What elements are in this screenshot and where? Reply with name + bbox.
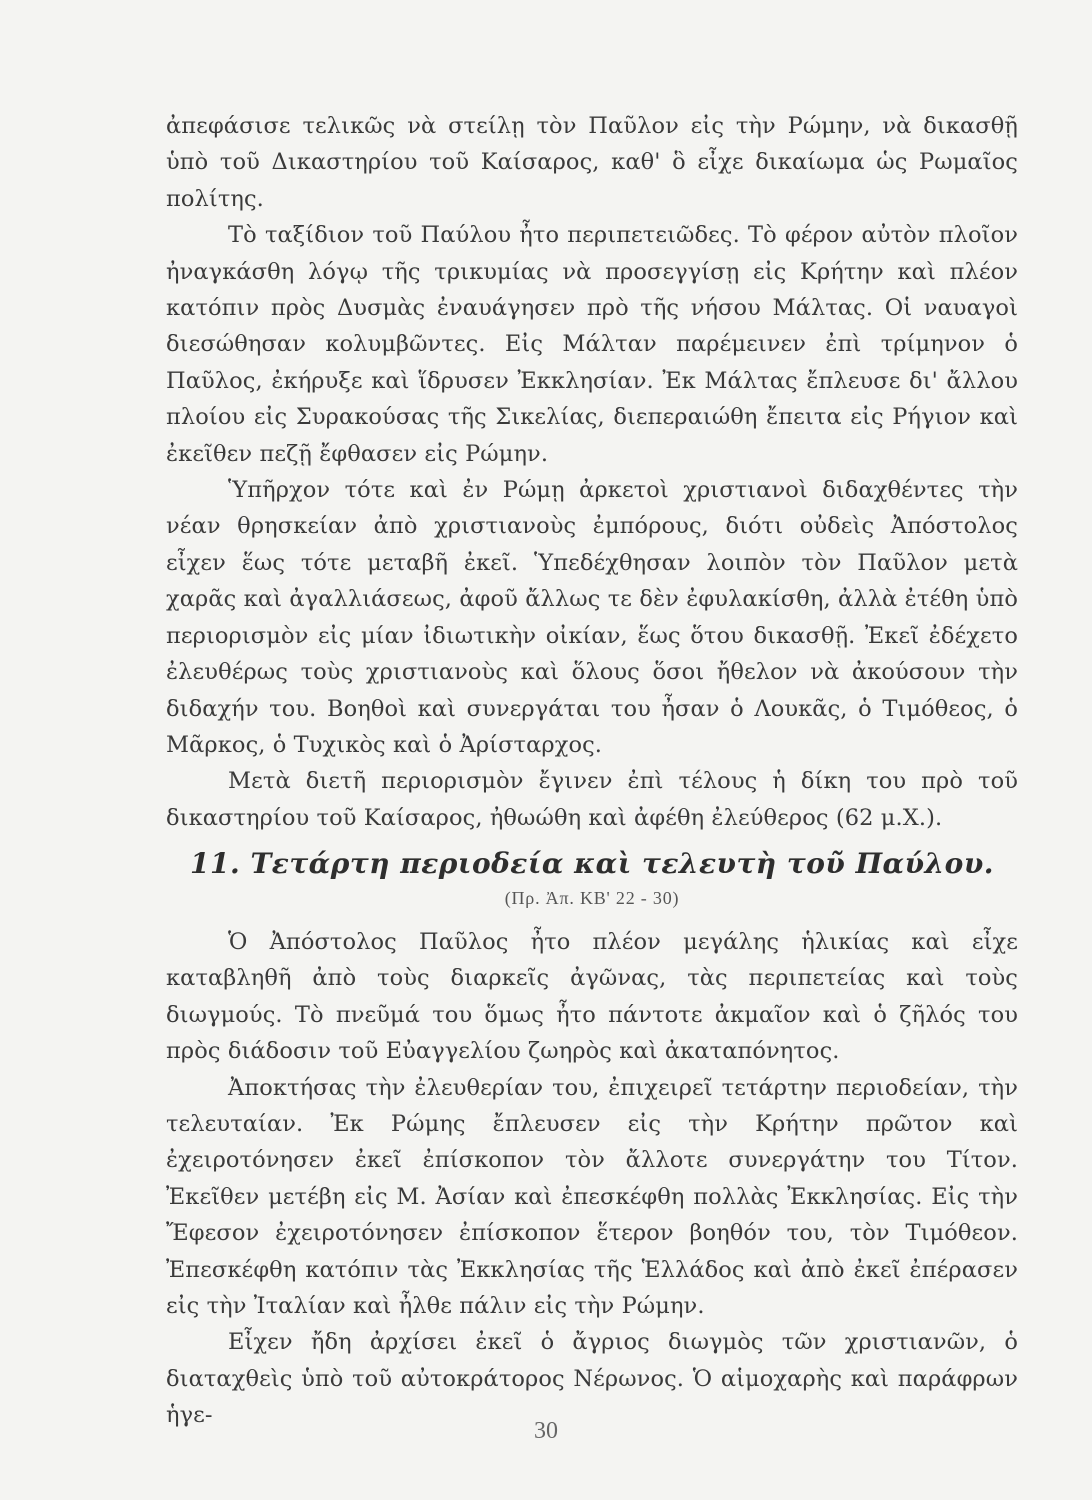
paragraph: Τὸ ταξίδιον τοῦ Παύλου ἦτο περιπετειῶδες. Τὸ φέρον αὐτὸν πλοῖον ἠναγκάσθη λόγῳ τῆς τρικυμίας νὰ προσεγγίσῃ εἰς Κρήτην καὶ πλέον κατόπιν πρὸς Δυσμὰς ἐναυάγησεν πρὸ τῆς νήσου Μάλτας. Οἱ ναυαγοὶ διεσώθησαν κολυμβῶντες. Εἰς Μάλταν παρέμεινεν ἐπὶ τρίμηνον ὁ Παῦλος, ἐκήρυξε καὶ ἵδρυσεν Ἐκκλησίαν. Ἐκ Μάλτας ἔπλευσε δι' ἄλλου πλοίου εἰς Συρακούσας τῆς Σικελίας, διεπεραιώθη ἔπειτα εἰς Ρήγιον καὶ ἐκεῖθεν πεζῇ ἔφθασεν εἰς Ρώμην. — [166, 222, 1018, 467]
paragraph: Ὁ Ἀπόστολος Παῦλος ἦτο πλέον μεγάλης ἡλικίας καὶ εἶχε καταβληθῆ ἀπὸ τοὺς διαρκεῖς ἀγῶνας, τὰς περιπετείας καὶ τοὺς διωγμούς. Τὸ πνεῦμά του ὅμως ἦτο πάντοτε ἀκμαῖον καὶ ὁ ζῆλός του πρὸς διάδοσιν τοῦ Εὐαγγελίου ζωηρὸς καὶ ἀκαταπόνητος. — [166, 929, 1018, 1065]
page-number: 30 — [534, 1418, 558, 1444]
chapter-heading: 11. Τετάρτη περιοδεία καὶ τελευτὴ τοῦ Παύλου. — [190, 847, 994, 880]
paragraph: ἀπεφάσισε τελικῶς νὰ στείλῃ τὸν Παῦλον εἰς τὴν Ρώμην, νὰ δικασθῇ ὑπὸ τοῦ Δικαστηρίου τοῦ Καίσαρος, καθ' ὃ εἶχε δικαίωμα ὡς Ρωμαῖος πολίτης. — [166, 113, 1018, 212]
scripture-reference: (Πρ. Ἀπ. ΚΒ' 22 - 30) — [504, 888, 680, 908]
paragraph: Εἶχεν ἤδη ἀρχίσει ἐκεῖ ὁ ἄγριος διωγμὸς τῶν χριστιανῶν, ὁ διαταχθεὶς ὑπὸ τοῦ αὐτοκράτορος Νέρωνος. Ὁ αἱμοχαρὴς καὶ παράφρων ἡγε- — [166, 1329, 1018, 1429]
paragraph: Μετὰ διετῆ περιορισμὸν ἔγινεν ἐπὶ τέλους ἡ δίκη του πρὸ τοῦ δικαστηρίου τοῦ Καίσαρος, ἠθωώθη καὶ ἀφέθη ἐλεύθερος (62 μ.Χ.). — [166, 768, 1018, 831]
paragraph: Ἀποκτήσας τὴν ἐλευθερίαν του, ἐπιχειρεῖ τετάρτην περιοδείαν, τὴν τελευταίαν. Ἐκ Ρώμης ἔπλευσεν εἰς τὴν Κρήτην πρῶτον καὶ ἐχειροτόνησεν ἐκεῖ ἐπίσκοπον τὸν ἄλλοτε συνεργάτην του Τίτον. Ἐκεῖθεν μετέβη εἰς Μ. Ἀσίαν καὶ ἐπεσκέφθη πολλὰς Ἐκκλησίας. Εἰς τὴν Ἔφεσον ἐχειροτόνησεν ἐπίσκοπον ἕτερον βοηθόν του, τὸν Τιμόθεον. Ἐπεσκέφθη κατόπιν τὰς Ἐκκλησίας τῆς Ἑλλάδος καὶ ἀπὸ ἐκεῖ ἐπέρασεν εἰς τὴν Ἰταλίαν καὶ ἦλθε πάλιν εἰς τὴν Ρώμην. — [166, 1074, 1018, 1320]
section-text-top — [166, 108, 1018, 836]
section-text-bottom — [166, 924, 1018, 1434]
paragraph: Ὑπῆρχον τότε καὶ ἐν Ρώμῃ ἀρκετοὶ χριστιανοὶ διδαχθέντες τὴν νέαν θρησκείαν ἀπὸ χριστιανοὺς ἐμπόρους, διότι οὐδεὶς Ἀπόστολος εἶχεν ἕως τότε μεταβῆ ἐκεῖ. Ὑπεδέχθησαν λοιπὸν τὸν Παῦλον μετὰ χαρᾶς καὶ ἀγαλλιάσεως, ἀφοῦ ἄλλως τε δὲν ἐφυλακίσθη, ἀλλὰ ἐτέθη ὑπὸ περιορισμὸν εἰς μίαν ἰδιωτικὴν οἰκίαν, ἕως ὅτου δικασθῇ. Ἐκεῖ ἐδέχετο ἐλευθέρως τοὺς χριστιανοὺς καὶ ὅλους ὅσοι ἤθελον νὰ ἀκούσουν τὴν διδαχήν του. Βοηθοὶ καὶ συνεργάται του ἦσαν ὁ Λουκᾶς, ὁ Τιμόθεος, ὁ Μᾶρκος, ὁ Τυχικὸς καὶ ὁ Ἀρίσταρχος. — [166, 477, 1018, 758]
